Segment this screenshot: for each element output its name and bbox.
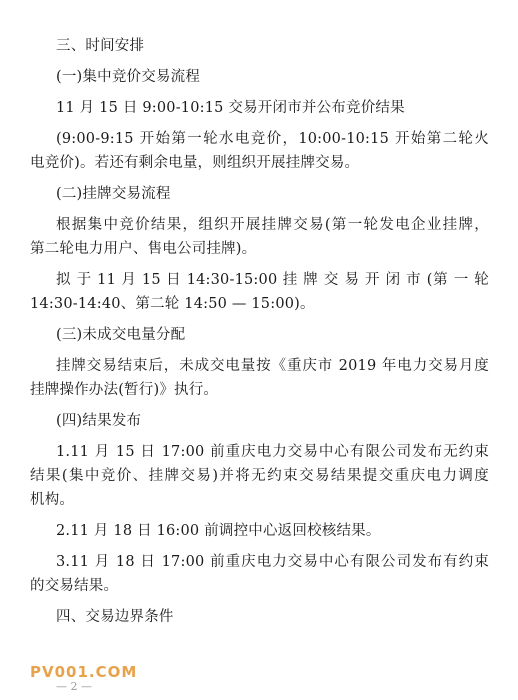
paragraph-listing-time-line1: 拟 于 11 月 15 日 14:30-15:00 挂 牌 交 易 开 闭 市 (第 一 轮: [56, 272, 489, 288]
paragraph-listing-trade-line2: 第二轮电力用户、售电公司挂牌)。: [30, 241, 257, 257]
list-item-result-1-line2: 结果(集中竞价、挂牌交易)并将无约束交易结果提交重庆电力调度: [30, 468, 489, 484]
paragraph-listing-trade-line1: 根据集中竞价结果，组织开展挂牌交易(第一轮发电企业挂牌，: [56, 217, 489, 233]
list-item-result-3-line1: 3.11 月 18 日 17:00 前重庆电力交易中心有限公司发布有约束: [56, 554, 489, 570]
page-number: — 2 —: [56, 680, 92, 693]
list-item-result-1-line1: 1.11 月 15 日 17:00 前重庆电力交易中心有限公司发布无约束: [56, 444, 489, 460]
list-item-result-2: 2.11 月 18 日 16:00 前调控中心返回校核结果。: [56, 523, 381, 539]
paragraph-bidding-rounds-line2: 电竞价)。若还有剩余电量，则组织开展挂牌交易。: [30, 155, 360, 171]
paragraph-listing-time-line2: 14:30-14:40、第二轮 14:50 — 15:00)。: [30, 296, 315, 312]
subsection-heading-centralized-bidding: (一)集中竞价交易流程: [56, 69, 201, 85]
paragraph-unsettled-line1: 挂牌交易结束后，未成交电量按《重庆市 2019 年电力交易月度: [56, 358, 489, 374]
subsection-heading-unsettled-allocation: (三)未成交电量分配: [56, 327, 186, 343]
subsection-heading-result-release: (四)结果发布: [56, 413, 142, 429]
list-item-result-1-line3: 机构。: [30, 492, 75, 508]
site-watermark: PV001.COM: [30, 663, 138, 681]
section-heading-schedule: 三、时间安排: [56, 38, 145, 54]
paragraph-unsettled-line2: 挂牌操作办法(暂行)》执行。: [30, 382, 219, 398]
paragraph-bidding-rounds-line1: (9:00-9:15 开始第一轮水电竞价，10:00-10:15 开始第二轮火: [56, 131, 489, 147]
paragraph-bidding-time: 11 月 15 日 9:00-10:15 交易开闭市并公布竞价结果: [56, 100, 405, 116]
section-heading-boundary-conditions: 四、交易边界条件: [56, 609, 174, 625]
list-item-result-3-line2: 的交易结果。: [30, 578, 119, 594]
subsection-heading-listing-trade: (二)挂牌交易流程: [56, 186, 171, 202]
